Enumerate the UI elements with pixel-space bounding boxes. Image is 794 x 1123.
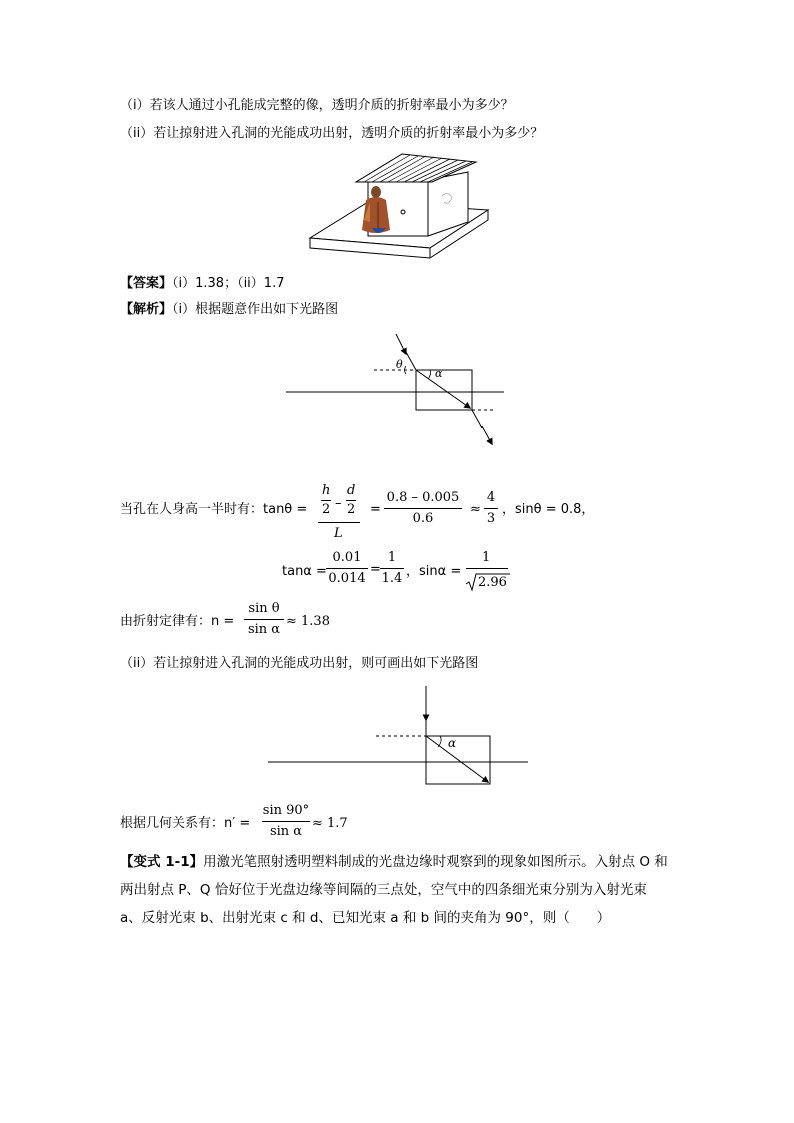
- eq2-frac1-num: 0.01: [332, 550, 362, 565]
- part2-text: （ii）若让掠射进入孔洞的光能成功出射，则可画出如下光路图: [120, 656, 479, 671]
- eq2-equals: =: [370, 562, 381, 577]
- alpha-label-2: α: [448, 736, 457, 750]
- eq2-mid: ，sinα =: [406, 564, 462, 579]
- eq1-frac2-num: 0.8 – 0.005: [386, 490, 460, 505]
- variant-label: 【变式 1-1】: [120, 854, 204, 870]
- eq1-minus: –: [335, 496, 342, 511]
- eq4-num: sin 90°: [262, 803, 310, 818]
- answer-text: （i）1.38；（ii）1.7: [172, 276, 285, 291]
- eq4-prefix: 根据几何关系有：n′ =: [120, 816, 251, 831]
- eq4-tail: ≈ 1.7: [312, 816, 348, 831]
- variant-line2: 两出射点 P、Q 恰好位于光盘边缘等间隔的三点处，空气中的四条细光束分别为入射光束: [120, 882, 647, 898]
- eq2-radicand: 2.96: [478, 575, 507, 590]
- eq3-tail: ≈ 1.38: [286, 614, 330, 629]
- question-ii: （ii）若让掠射进入孔洞的光能成功出射，透明介质的折射率最小为多少？: [120, 126, 544, 141]
- eq1-approx: ≈: [470, 502, 481, 517]
- eq2-frac3-num: 1: [482, 550, 491, 565]
- analysis-text: （i）根据题意作出如下光路图: [172, 302, 339, 317]
- eq2-prefix: tanα =: [282, 564, 327, 579]
- theta-label: θ: [396, 358, 403, 371]
- alpha-label: α: [435, 367, 443, 380]
- eq2-frac2-den: 1.4: [381, 571, 403, 586]
- eq1-two-b: 2: [347, 502, 356, 517]
- eq1-L: L: [334, 526, 343, 541]
- eq3-num: sin θ: [248, 601, 280, 616]
- eq1-prefix-text: 当孔在人身高一半时有：tanθ =: [120, 502, 308, 517]
- eq1-two-a: 2: [322, 502, 331, 517]
- eq1-h: h: [322, 483, 331, 498]
- eq4-den: sin α: [269, 824, 303, 839]
- eq1-tail: ，sinθ = 0.8，: [502, 502, 595, 517]
- variant-line3: a、反射光束 b、出射光束 c 和 d、已知光束 a 和 b 间的夹角为 90°，则（ ）: [120, 910, 611, 926]
- eq1-frac2-den: 0.6: [412, 511, 434, 526]
- eq3-den: sin α: [247, 622, 281, 637]
- eq3-prefix: 由折射定律有：n =: [120, 614, 235, 629]
- eq1-frac3-num: 4: [486, 490, 496, 505]
- eq2-frac2-num: 1: [387, 550, 397, 565]
- eq1-d: d: [347, 483, 356, 498]
- eq1-frac3-den: 3: [486, 511, 496, 526]
- eq2-frac1-den: 0.014: [328, 571, 366, 586]
- variant-line1: [120, 852, 668, 872]
- question-i: （i）若该人通过小孔能成完整的像，透明介质的折射率最小为多少？: [120, 98, 514, 113]
- analysis-label: 【解析】: [120, 302, 173, 317]
- eq1-equals: =: [370, 502, 381, 517]
- answer-label: 【答案】: [120, 276, 173, 291]
- variant-line1-text: 用激光笔照射透明塑料制成的光盘边缘时观察到的现象如图所示。入射点 O 和: [203, 854, 668, 870]
- eq4-frac: [262, 803, 310, 840]
